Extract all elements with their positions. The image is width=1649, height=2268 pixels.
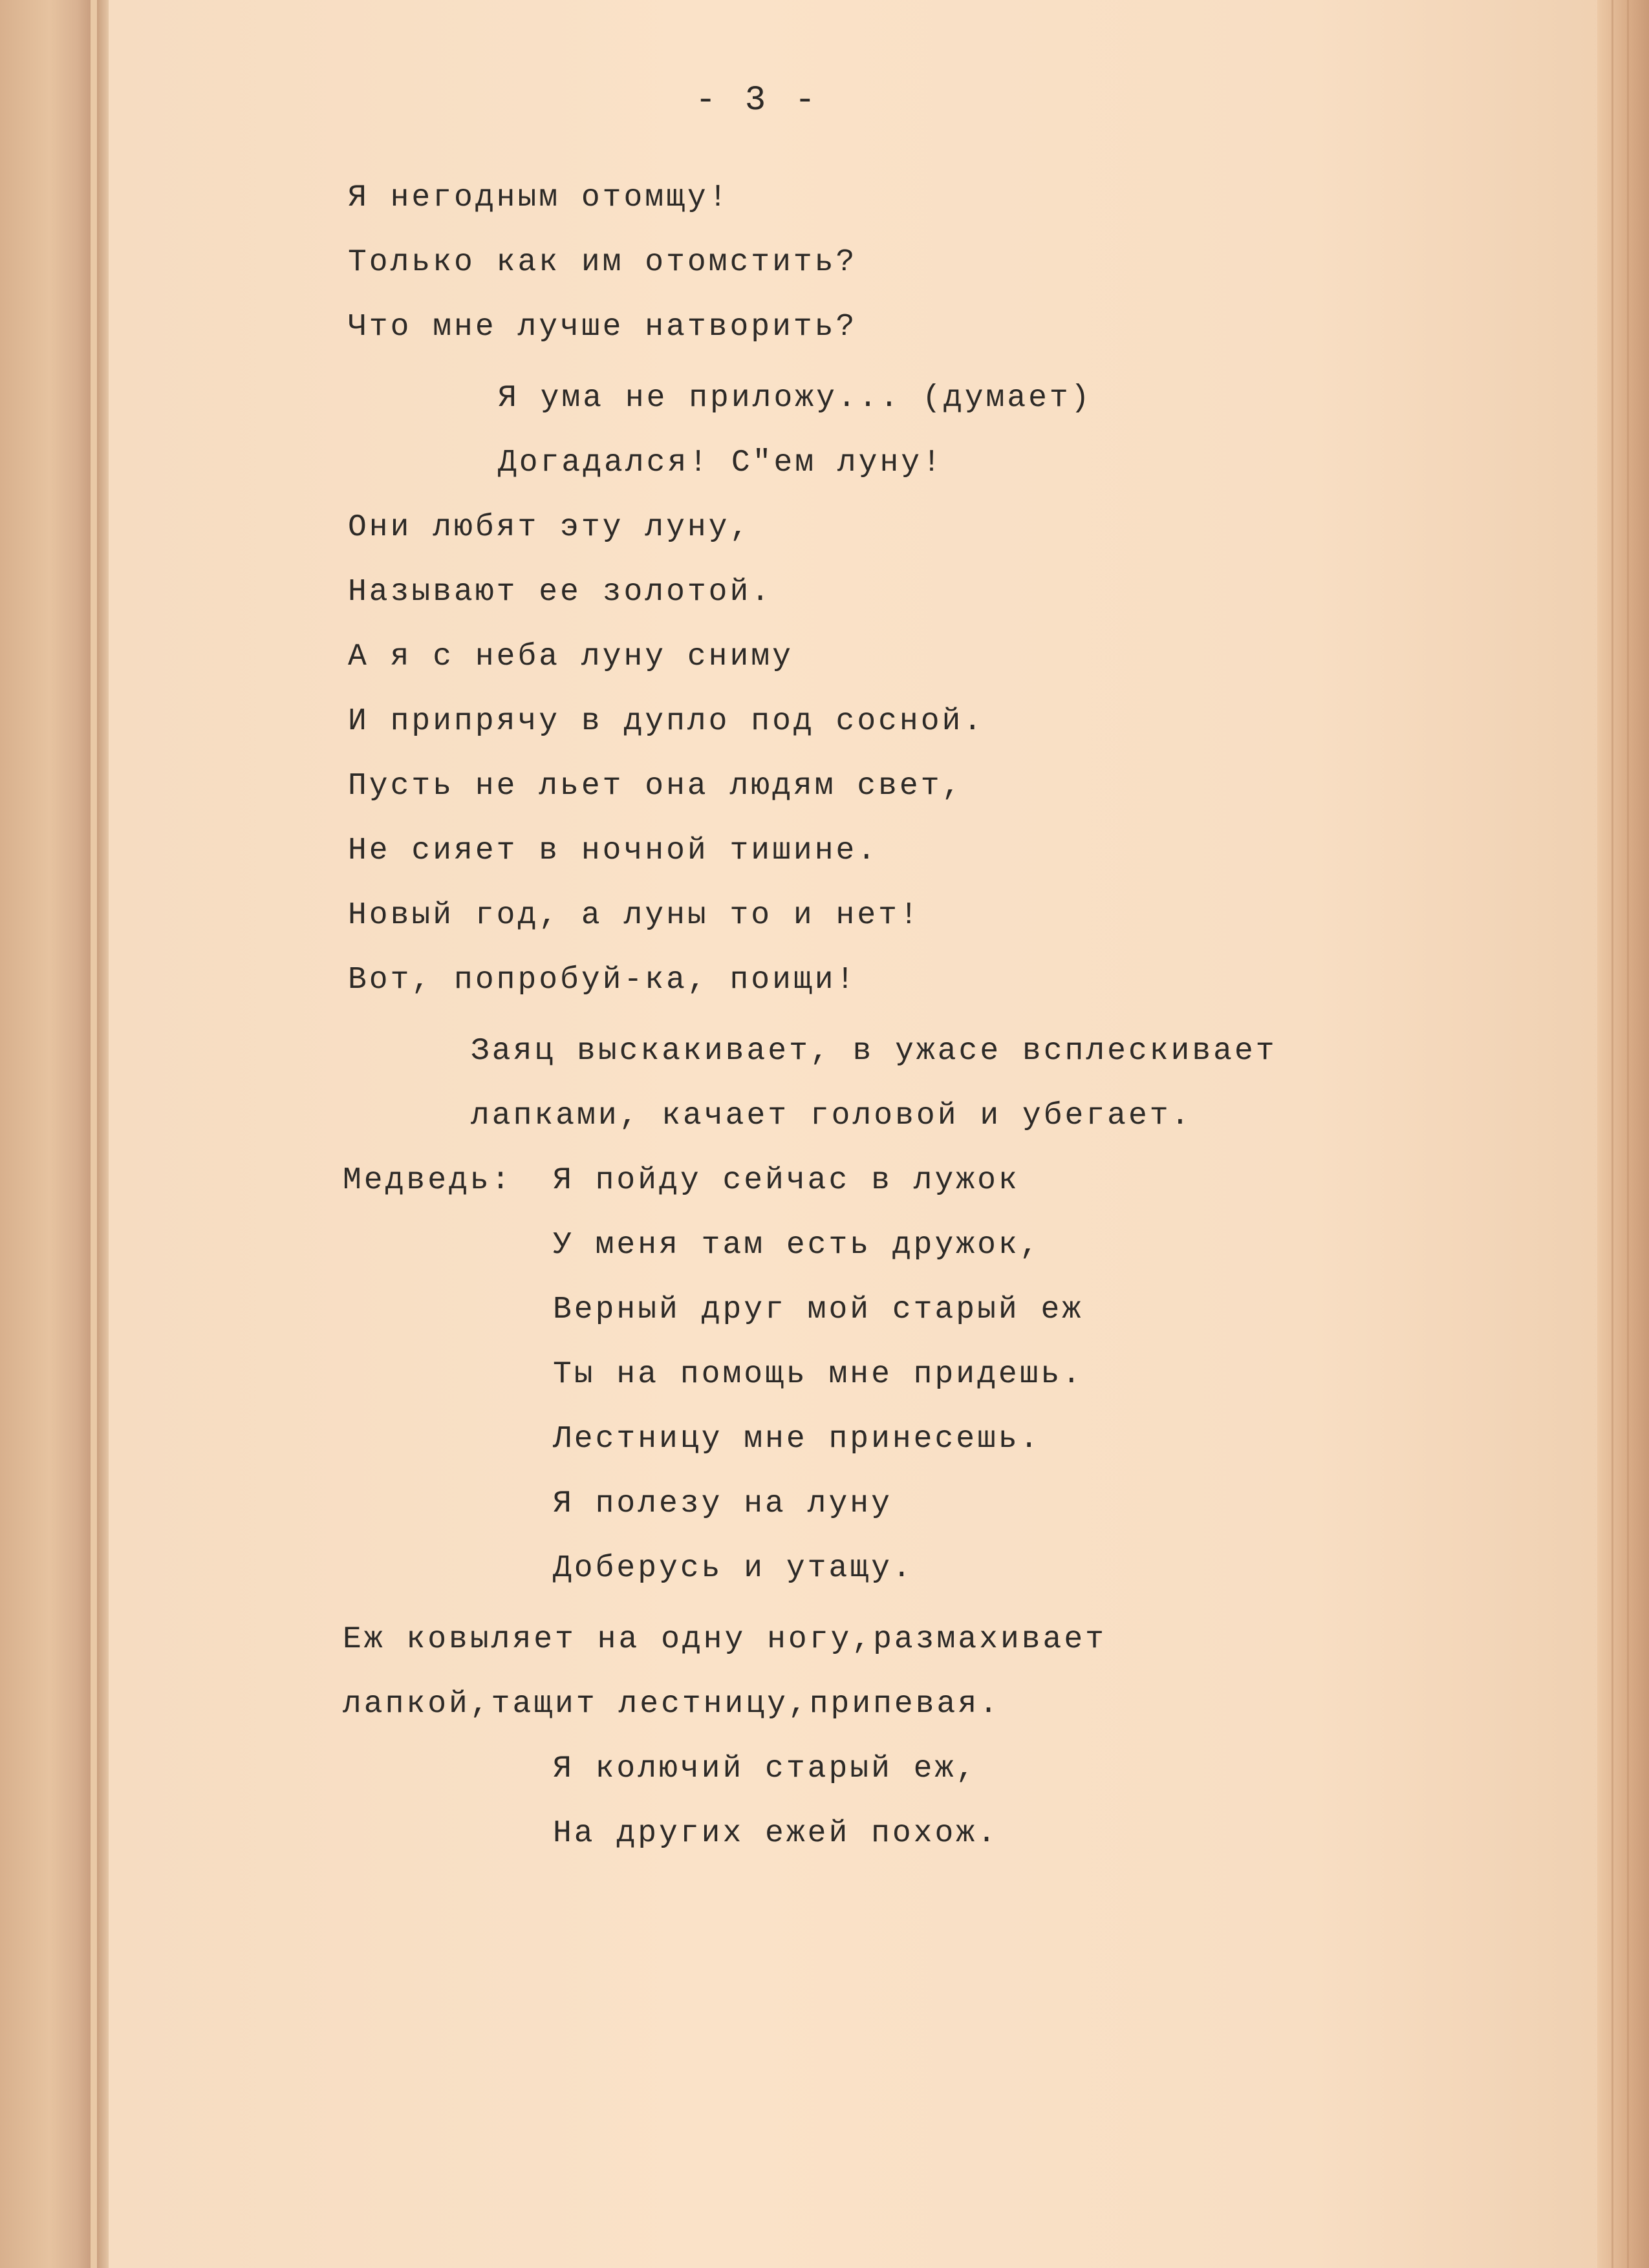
stage-direction: лапкой,тащит лестницу,припевая.	[343, 1687, 1000, 1722]
verse-line: Догадался! С"ем луну!	[498, 445, 943, 480]
verse-line: И припрячу в дупло под сосной.	[348, 704, 985, 739]
stage-direction: Еж ковыляет на одну ногу,размахивает	[343, 1622, 1106, 1657]
verse-line: Только как им отомстить?	[348, 245, 857, 280]
verse-line: Лестницу мне принесешь.	[553, 1422, 1041, 1457]
verse-line: Что мне лучше натворить?	[348, 310, 857, 345]
verse-line: Ты на помощь мне придешь.	[553, 1357, 1084, 1392]
verse-line: Не сияет в ночной тишине.	[348, 833, 879, 868]
verse-line: Я колючий старый еж,	[553, 1751, 978, 1786]
verse-line: Верный друг мой старый еж	[553, 1292, 1084, 1327]
page-number: - 3 -	[695, 81, 820, 120]
stage-direction: лапками, качает головой и убегает.	[471, 1098, 1192, 1133]
verse-line: Вот, попробуй-ка, поищи!	[348, 963, 857, 998]
verse-line: А я с неба луну сниму	[348, 639, 793, 674]
stage-direction: Заяц выскакивает, в ужасе всплескивает	[471, 1034, 1277, 1069]
page-stack-edge	[1597, 0, 1649, 2268]
verse-line: Пусть не льет она людям свет,	[348, 769, 964, 804]
speaker-name: Медведь:	[343, 1163, 513, 1198]
verse-line: Я пойду сейчас в лужок	[553, 1163, 1020, 1198]
verse-line: Называют ее золотой.	[348, 575, 773, 610]
binding-spine	[0, 0, 91, 2268]
verse-line: На других ежей похож.	[553, 1816, 998, 1851]
verse-line: Новый год, а луны то и нет!	[348, 898, 921, 933]
verse-line: Я негодным отомщу!	[348, 180, 730, 215]
verse-line: Они любят эту луну,	[348, 510, 751, 545]
verse-line: Я полезу на луну	[553, 1486, 892, 1521]
verse-line: Доберусь и утащу.	[553, 1551, 914, 1586]
binding-edge	[97, 0, 109, 2268]
verse-line: У меня там есть дружок,	[553, 1228, 1041, 1263]
verse-line: Я ума не приложу... (думает)	[498, 381, 1092, 416]
